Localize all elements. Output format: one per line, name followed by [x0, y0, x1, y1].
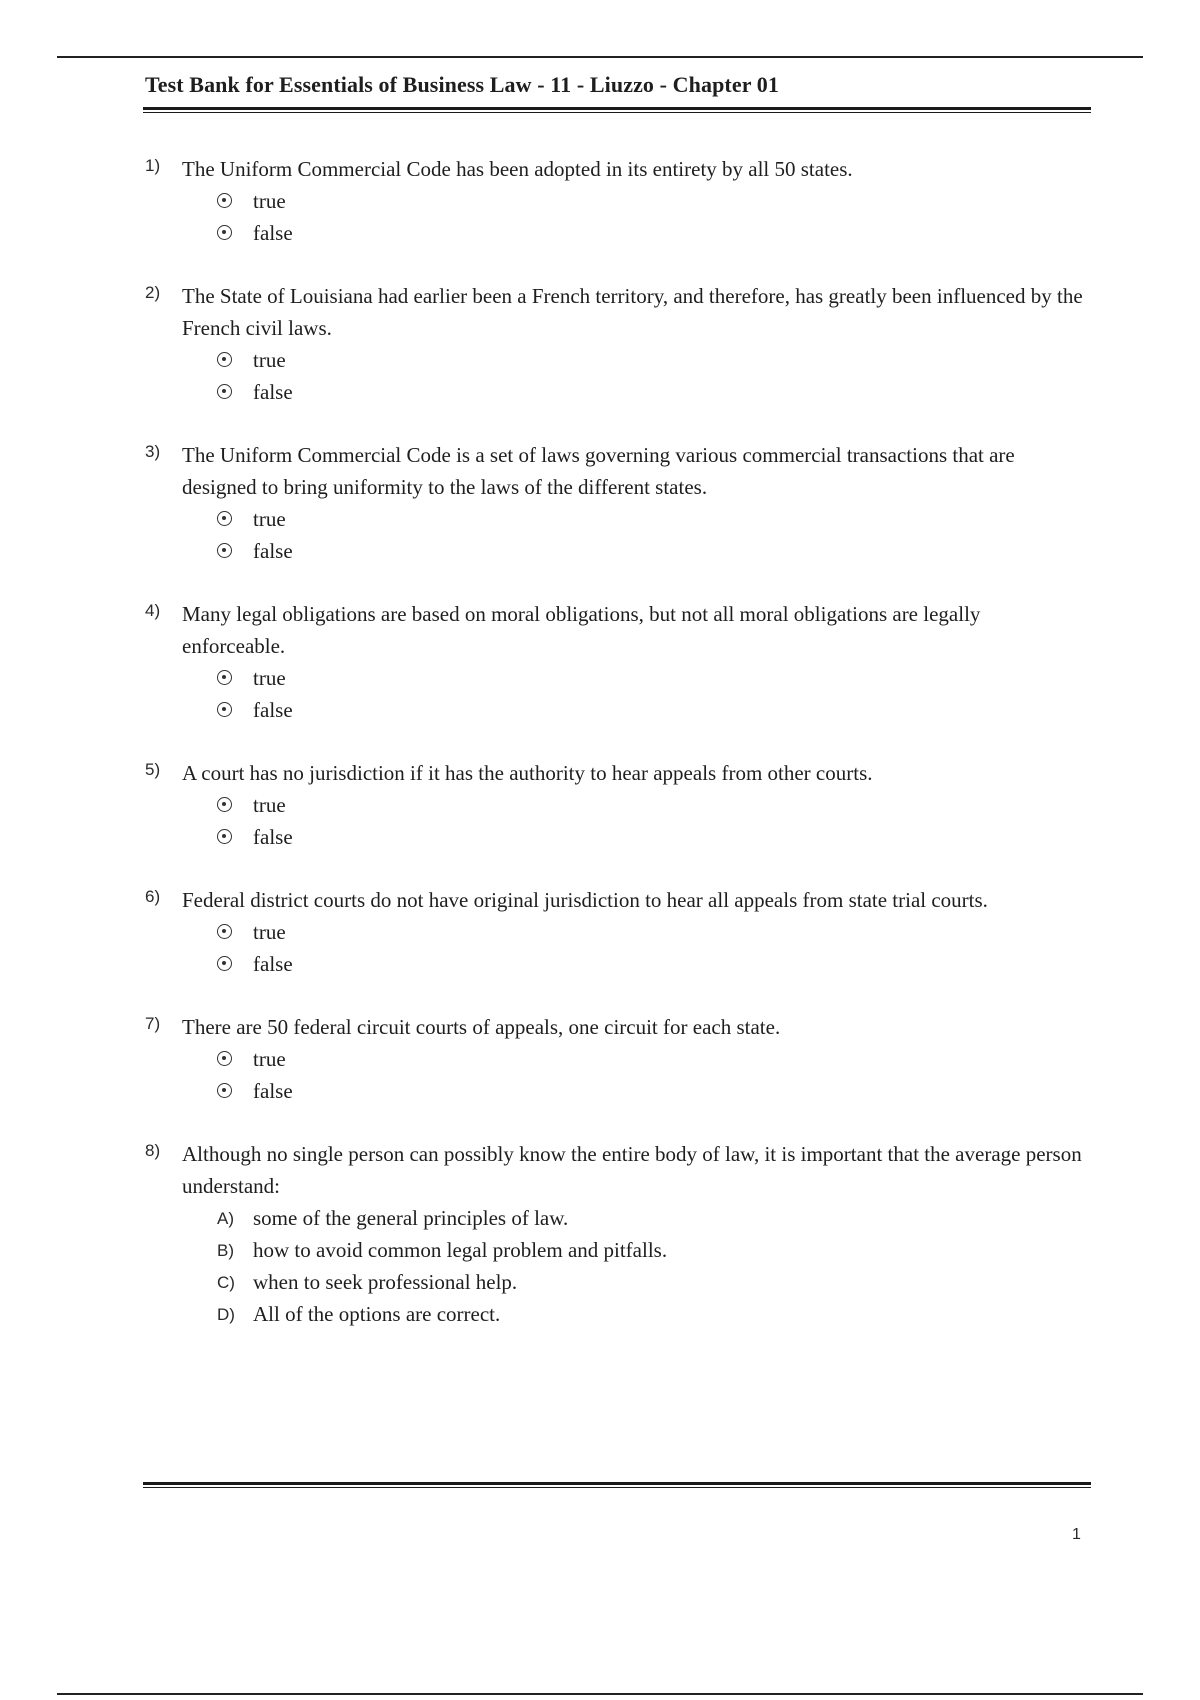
question-number: 3) — [145, 442, 161, 461]
radio-icon[interactable] — [217, 829, 232, 844]
option-false[interactable] — [217, 694, 1095, 726]
document-title: Test Bank for Essentials of Business Law - 11 - Liuzzo - Chapter 01 — [145, 72, 779, 97]
question-number: 1) — [145, 156, 161, 175]
question-8 — [145, 1138, 1095, 1330]
option-false[interactable] — [217, 217, 1095, 249]
option-false[interactable] — [217, 1075, 1095, 1107]
option-false[interactable] — [217, 376, 1095, 408]
question-text: The State of Louisiana had earlier been a French territory, and therefore, has greatly been influenced by the French civil laws. — [182, 284, 1083, 340]
answer-options — [217, 916, 1095, 980]
question-number: 4) — [145, 601, 161, 620]
question-text: The Uniform Commercial Code has been adopted in its entirety by all 50 states. — [182, 157, 853, 181]
option-label: false — [253, 698, 293, 722]
option-label: true — [253, 348, 286, 372]
question-4 — [145, 598, 1095, 726]
question-5 — [145, 757, 1095, 853]
page-bottom-rule — [57, 1693, 1143, 1695]
radio-icon[interactable] — [217, 543, 232, 558]
choice-letter: B) — [217, 1241, 234, 1260]
question-text: Federal district courts do not have original jurisdiction to hear all appeals from state trial courts. — [182, 888, 988, 912]
option-true[interactable] — [217, 503, 1095, 535]
choice-text: how to avoid common legal problem and pitfalls. — [253, 1238, 668, 1262]
header-double-rule — [143, 107, 1091, 113]
answer-choices — [217, 1202, 1095, 1330]
option-label: true — [253, 1047, 286, 1071]
option-false[interactable] — [217, 821, 1095, 853]
choice-d[interactable] — [217, 1298, 1095, 1330]
question-number: 6) — [145, 887, 161, 906]
answer-options — [217, 185, 1095, 249]
option-label: false — [253, 380, 293, 404]
radio-icon[interactable] — [217, 193, 232, 208]
option-label: true — [253, 507, 286, 531]
choice-text: All of the options are correct. — [253, 1302, 501, 1326]
radio-icon[interactable] — [217, 702, 232, 717]
option-false[interactable] — [217, 948, 1095, 980]
answer-options — [217, 662, 1095, 726]
radio-icon[interactable] — [217, 956, 232, 971]
question-text: The Uniform Commercial Code is a set of laws governing various commercial transactions that are designed to bring uniformity to the laws of the different states. — [182, 443, 1015, 499]
option-true[interactable] — [217, 916, 1095, 948]
radio-icon[interactable] — [217, 384, 232, 399]
answer-options — [217, 344, 1095, 408]
question-2 — [145, 280, 1095, 408]
question-3 — [145, 439, 1095, 567]
question-text: Many legal obligations are based on moral obligations, but not all moral obligations are legally enforceable. — [182, 602, 981, 658]
option-label: false — [253, 221, 293, 245]
question-7 — [145, 1011, 1095, 1107]
question-1 — [145, 153, 1095, 249]
question-text: There are 50 federal circuit courts of appeals, one circuit for each state. — [182, 1015, 781, 1039]
choice-letter: C) — [217, 1273, 235, 1292]
page-number: 1 — [1072, 1526, 1081, 1543]
question-number: 5) — [145, 760, 161, 779]
option-label: true — [253, 666, 286, 690]
option-label: false — [253, 539, 293, 563]
radio-icon[interactable] — [217, 1083, 232, 1098]
page-top-rule — [57, 56, 1143, 58]
choice-a[interactable] — [217, 1202, 1095, 1234]
option-label: true — [253, 920, 286, 944]
question-list — [145, 153, 1095, 1361]
radio-icon[interactable] — [217, 511, 232, 526]
radio-icon[interactable] — [217, 1051, 232, 1066]
question-text: A court has no jurisdiction if it has the authority to hear appeals from other courts. — [182, 761, 873, 785]
option-label: false — [253, 825, 293, 849]
answer-options — [217, 789, 1095, 853]
option-label: true — [253, 793, 286, 817]
choice-text: some of the general principles of law. — [253, 1206, 569, 1230]
radio-icon[interactable] — [217, 797, 232, 812]
choice-letter: A) — [217, 1209, 234, 1228]
question-text: Although no single person can possibly know the entire body of law, it is important that the average person understand: — [182, 1142, 1082, 1198]
choice-b[interactable] — [217, 1234, 1095, 1266]
choice-letter: D) — [217, 1305, 235, 1324]
option-true[interactable] — [217, 185, 1095, 217]
question-number: 2) — [145, 283, 161, 302]
option-true[interactable] — [217, 789, 1095, 821]
question-6 — [145, 884, 1095, 980]
footer-double-rule — [143, 1482, 1091, 1488]
answer-options — [217, 1043, 1095, 1107]
radio-icon[interactable] — [217, 924, 232, 939]
question-number: 7) — [145, 1014, 161, 1033]
radio-icon[interactable] — [217, 670, 232, 685]
question-number: 8) — [145, 1141, 161, 1160]
radio-icon[interactable] — [217, 352, 232, 367]
option-true[interactable] — [217, 344, 1095, 376]
option-label: true — [253, 189, 286, 213]
choice-text: when to seek professional help. — [253, 1270, 518, 1294]
radio-icon[interactable] — [217, 225, 232, 240]
option-false[interactable] — [217, 535, 1095, 567]
answer-options — [217, 503, 1095, 567]
option-true[interactable] — [217, 1043, 1095, 1075]
choice-c[interactable] — [217, 1266, 1095, 1298]
option-label: false — [253, 1079, 293, 1103]
option-true[interactable] — [217, 662, 1095, 694]
option-label: false — [253, 952, 293, 976]
